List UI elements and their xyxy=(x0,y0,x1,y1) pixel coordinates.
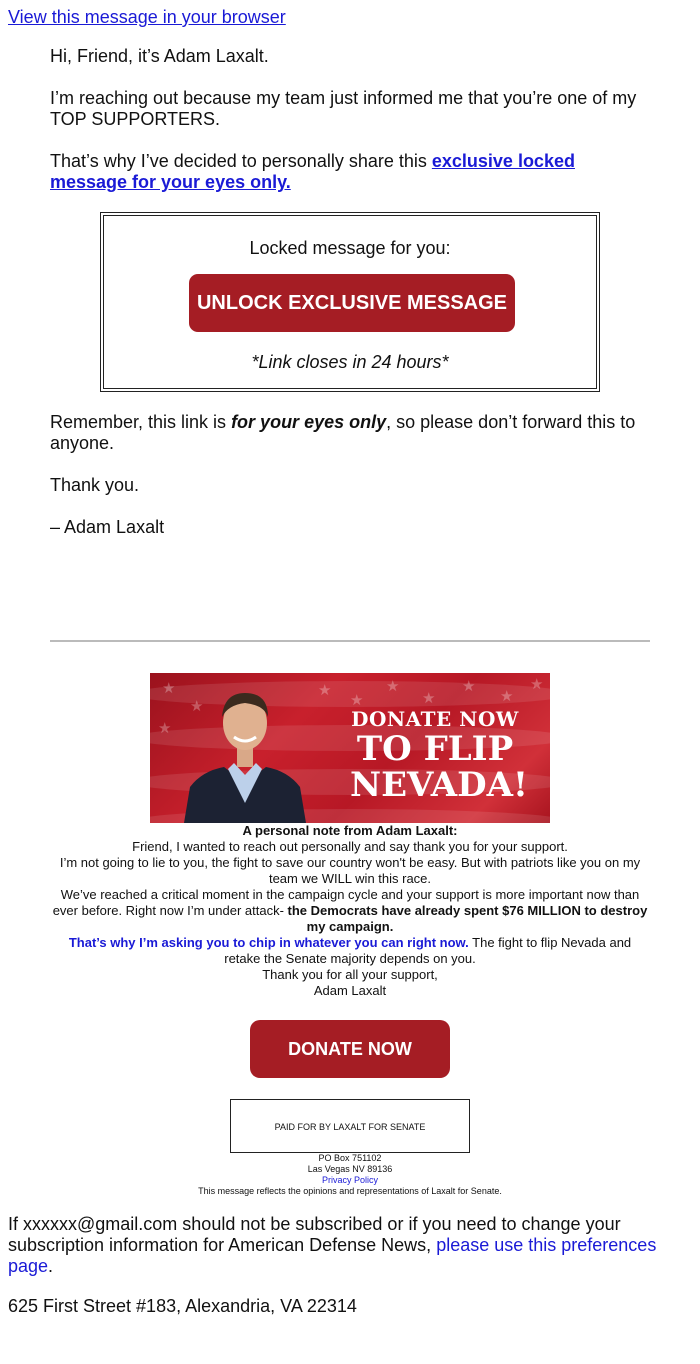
note-line: Thank you for all your support, xyxy=(262,967,438,982)
paid-for-box: PAID FOR BY LAXALT FOR SENATE xyxy=(230,1099,470,1153)
po-box: PO Box 751102 xyxy=(318,1153,382,1163)
personal-note xyxy=(50,823,650,999)
star-icon: ★ xyxy=(462,678,476,695)
remember-post: , so please don’t forward this to anyone. xyxy=(50,412,636,453)
star-icon: ★ xyxy=(158,720,172,737)
banner-line3: NEVADA! xyxy=(350,765,528,805)
locked-message-title: Locked message for you: xyxy=(249,238,451,258)
note-line xyxy=(50,887,650,935)
divider xyxy=(50,640,650,642)
privacy-policy-link[interactable]: Privacy Policy xyxy=(321,1175,378,1185)
locked-message-inner xyxy=(103,215,597,389)
share-paragraph xyxy=(50,151,650,193)
exclusive-message-link[interactable]: exclusive locked message for your eyes only. xyxy=(50,151,575,192)
donate-banner[interactable] xyxy=(150,673,550,823)
city-line: Las Vegas NV 89136 xyxy=(307,1164,393,1174)
star-icon: ★ xyxy=(500,688,514,705)
note-line xyxy=(50,935,650,967)
star-icon: ★ xyxy=(318,682,332,699)
remember-paragraph xyxy=(50,412,650,454)
greeting: Hi, Friend, it’s Adam Laxalt. xyxy=(50,46,269,66)
star-icon: ★ xyxy=(530,676,544,693)
banner-headline xyxy=(350,707,528,805)
disclaimer: This message reflects the opinions and representations of Laxalt for Senate. xyxy=(198,1186,502,1196)
star-icon: ★ xyxy=(386,678,400,695)
link-closes-note: *Link closes in 24 hours* xyxy=(251,352,449,372)
thanks-text: Thank you. xyxy=(50,475,140,495)
note-democrats-spent: the Democrats have already spent $76 MILLION to destroy my campaign. xyxy=(287,903,648,934)
share-text: That’s why I’ve decided to personally share this xyxy=(50,151,432,171)
note-heading: A personal note from Adam Laxalt: xyxy=(242,823,458,838)
eyes-only-emphasis: for your eyes only xyxy=(231,412,387,432)
note-attack-text: We’ve reached a critical moment in the campaign cycle and your support is more important now than ever before. Right now I’m under attack- xyxy=(52,887,640,918)
subscription-note xyxy=(8,1214,692,1277)
subscription-text: If xxxxxx@gmail.com should not be subscribed or if you need to change your subscription information for American Defense News, xyxy=(8,1214,621,1255)
banner-line2: TO FLIP xyxy=(356,729,514,769)
locked-message-box xyxy=(100,212,600,392)
email-closing xyxy=(50,412,650,559)
note-line: I’m not going to lie to you, the fight to save our country won't be easy. But with patriots like you on my team we WILL win this race. xyxy=(59,855,641,886)
unlock-message-button[interactable]: UNLOCK EXCLUSIVE MESSAGE xyxy=(189,274,515,332)
email-intro xyxy=(50,46,650,214)
view-in-browser-link[interactable]: View this message in your browser xyxy=(8,7,286,27)
chip-in-link[interactable]: That’s why I’m asking you to chip in whatever you can right now. xyxy=(68,935,469,950)
note-signature: Adam Laxalt xyxy=(313,983,387,998)
preferences-link[interactable]: please use this preferences page xyxy=(8,1235,657,1276)
note-line: Friend, I wanted to reach out personally and say thank you for your support. xyxy=(132,839,568,854)
email-footer xyxy=(8,1214,692,1336)
mailing-address: 625 First Street #183, Alexandria, VA 22314 xyxy=(8,1296,357,1316)
star-icon: ★ xyxy=(190,698,204,715)
note-flip-text: The fight to flip Nevada and retake the Senate majority depends on you. xyxy=(224,935,632,966)
subscription-period: . xyxy=(48,1256,54,1276)
banner-line1: DONATE NOW xyxy=(351,707,519,731)
star-icon: ★ xyxy=(162,680,176,697)
campaign-address xyxy=(50,1153,650,1197)
star-icon: ★ xyxy=(422,690,436,707)
candidate-photo xyxy=(184,683,306,823)
star-icon: ★ xyxy=(350,692,364,709)
remember-pre: Remember, this link is xyxy=(50,412,232,432)
intro-paragraph: I’m reaching out because my team just informed me that you’re one of my TOP SUPPORTERS. xyxy=(50,88,637,129)
signoff-text: – Adam Laxalt xyxy=(50,517,165,537)
donate-now-button[interactable]: DONATE NOW xyxy=(250,1020,450,1078)
